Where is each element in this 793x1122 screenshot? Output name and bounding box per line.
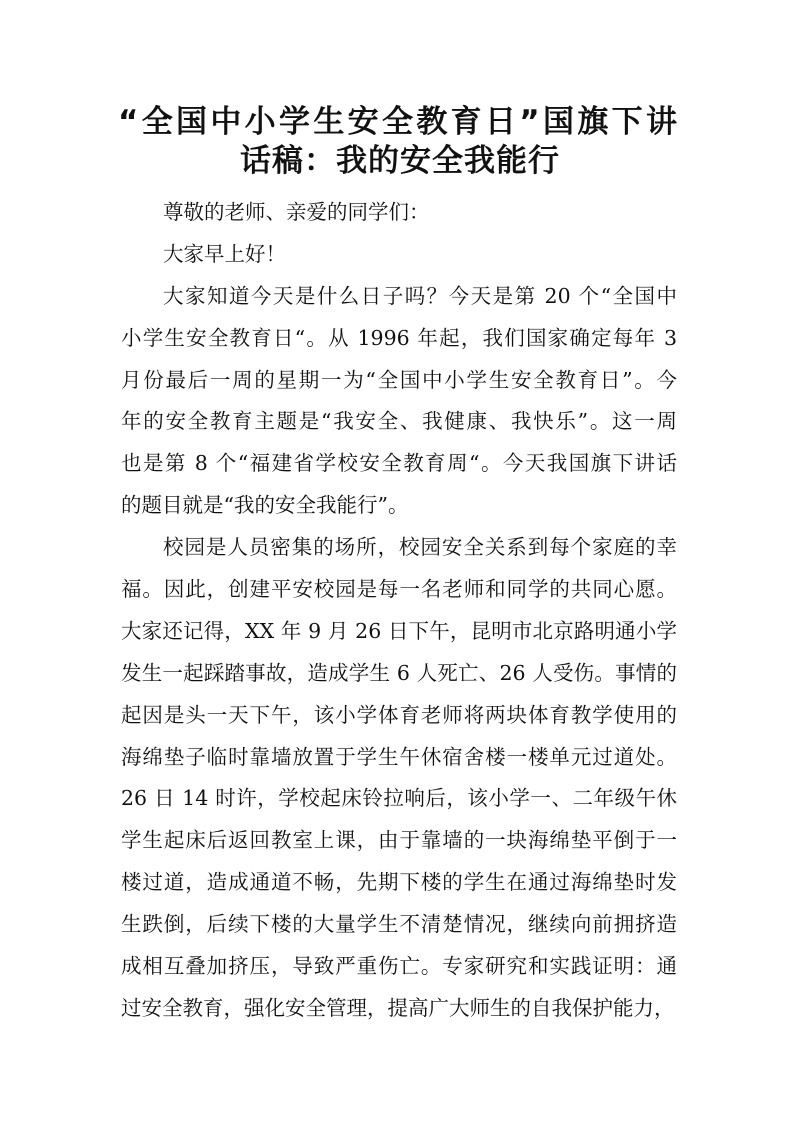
- paragraph-line: 过安全教育，强化安全管理，提高广大师生的自我保护能力，: [121, 995, 675, 1020]
- paragraph-line: 大家早上好！: [163, 241, 286, 266]
- paragraph-line: 生跌倒，后续下楼的大量学生不清楚情况，继续向前拥挤造: [121, 912, 677, 937]
- paragraph-line: 的题目就是“我的安全我能行”。: [121, 493, 409, 518]
- document-body: [121, 192, 677, 1030]
- paragraph: [121, 527, 677, 1030]
- paragraph-line: 海绵垫子临时靠墙放置于学生午休宿舍楼一楼单元过道处。: [121, 744, 677, 769]
- paragraph: [121, 192, 677, 234]
- paragraph-line: 26 日 14 时许，学校起床铃拉响后，该小学一、二年级午休: [121, 786, 677, 811]
- paragraph: [121, 276, 677, 527]
- paragraph-line: 大家还记得，XX 年 9 月 26 日下午，昆明市北京路明通小学: [121, 618, 677, 643]
- paragraph-line: 月份最后一周的星期一为“全国中小学生安全教育日”。今: [121, 367, 677, 392]
- paragraph-line: 学生起床后返回教室上课，由于靠墙的一块海绵垫平倒于一: [121, 828, 677, 853]
- paragraph-line: 福。因此，创建平安校园是每一名老师和同学的共同心愿。: [121, 577, 677, 602]
- paragraph-line: 校园是人员密集的场所，校园安全关系到每个家庭的幸: [163, 535, 677, 560]
- document-title-line-2: 话稿：我的安全我能行: [240, 143, 560, 179]
- paragraph-line: 小学生安全教育日“。从 1996 年起，我们国家确定每年 3: [121, 325, 677, 350]
- paragraph-line: 也是第 8 个“福建省学校安全教育周“。今天我国旗下讲话: [121, 451, 677, 476]
- paragraph-line: 发生一起踩踏事故，造成学生 6 人死亡、26 人受伤。事情的: [121, 660, 677, 685]
- paragraph-line: 起因是头一天下午，该小学体育老师将两块体育教学使用的: [121, 702, 677, 727]
- document-title-line-1: “全国中小学生安全教育日”国旗下讲: [118, 104, 678, 140]
- paragraph: [121, 234, 677, 276]
- paragraph-line: 大家知道今天是什么日子吗？今天是第 20 个“全国中: [163, 283, 677, 308]
- paragraph-line: 成相互叠加挤压，导致严重伤亡。专家研究和实践证明：通: [121, 954, 677, 979]
- paragraph-line: 年的安全教育主题是“我安全、我健康、我快乐”。这一周: [121, 409, 677, 434]
- paragraph-line: 尊敬的老师、亲爱的同学们：: [163, 200, 430, 224]
- paragraph-line: 楼过道，造成通道不畅，先期下楼的学生在通过海绵垫时发: [121, 870, 677, 895]
